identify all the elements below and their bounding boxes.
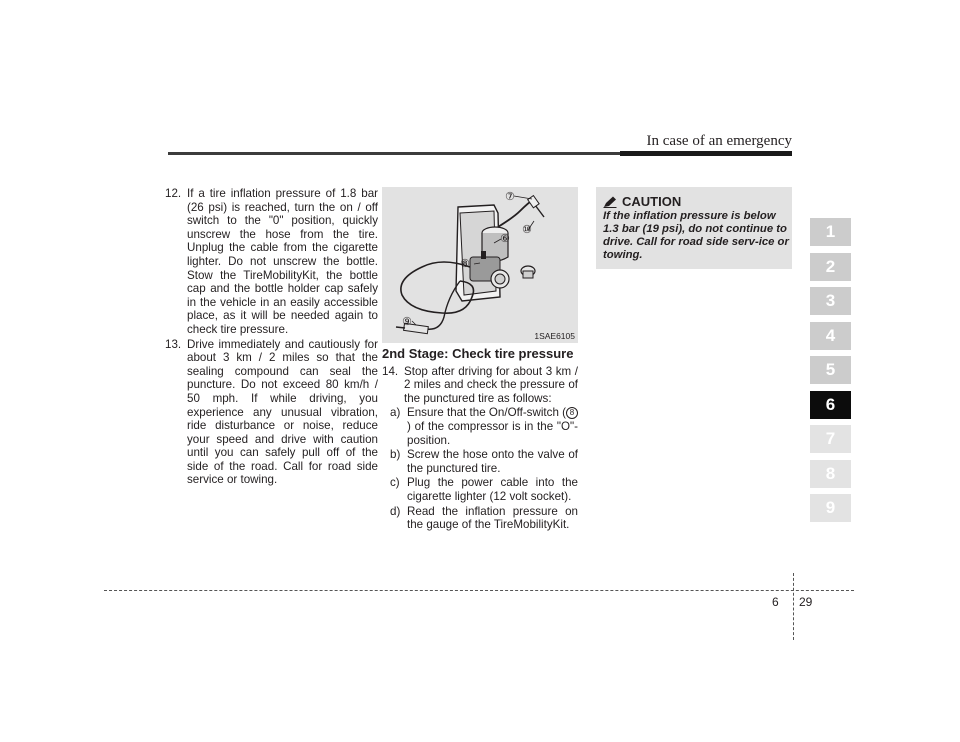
sub-letter: a) xyxy=(390,406,401,420)
chapter-tab-3[interactable]: 3 xyxy=(810,287,851,315)
footer-vertical-divider xyxy=(793,573,794,640)
chapter-tab-6[interactable]: 6 xyxy=(810,391,851,419)
sub-letter: d) xyxy=(390,504,401,518)
sub-text: Plug the power cable into the cigarette lighter (12 volt socket). xyxy=(407,476,578,503)
item-text: Drive immediately and cautiously for about 3 km / 2 miles so that the sealing compound can seal the puncture. Do not exceed 80 km/h / 50 mph. If while driving, you experience any unusual vibration, ride disturbance or noise, reduce your speed and drive with caution until you can safely pull off of the side of the road. Call for road side service or towing. xyxy=(187,337,378,487)
sub-item-d xyxy=(382,505,578,532)
callout-9: ⑨ xyxy=(402,315,412,328)
chapter-tab-9[interactable]: 9 xyxy=(810,494,851,522)
callout-6: ⑥ xyxy=(500,232,510,245)
figure-caption: 1SAE6105 xyxy=(534,331,575,341)
section-heading: 2nd Stage: Check tire pressure xyxy=(382,346,574,361)
caution-title: CAUTION xyxy=(622,194,682,209)
callout-8: ⑧ xyxy=(460,257,470,270)
left-column xyxy=(165,187,378,488)
chapter-tab-2[interactable]: 2 xyxy=(810,253,851,281)
tire-kit-illustration xyxy=(382,187,578,343)
chapter-tab-1[interactable]: 1 xyxy=(810,218,851,246)
callout-10: ⑩ xyxy=(522,223,532,236)
chapter-tabs xyxy=(810,218,851,529)
sub-letter: b) xyxy=(390,448,401,462)
header-rule-accent xyxy=(620,151,792,156)
sub-item-a xyxy=(382,406,578,447)
chapter-tab-8[interactable]: 8 xyxy=(810,460,851,488)
sub-text-pre: Ensure that the On/Off-switch ( xyxy=(407,406,566,420)
sub-text: Screw the hose onto the valve of the punctured tire. xyxy=(407,448,578,475)
list-item-12 xyxy=(165,187,378,337)
sub-text: Read the inflation pressure on the gauge of the TireMobilityKit. xyxy=(407,504,578,532)
chapter-tab-5[interactable]: 5 xyxy=(810,356,851,384)
sub-item-b xyxy=(382,448,578,475)
caution-text: If the inflation pressure is below 1.3 bar (19 psi), do not continue to drive. Call for road side serv-ice or towing. xyxy=(603,210,789,261)
chapter-tab-7[interactable]: 7 xyxy=(810,425,851,453)
item-number: 12. xyxy=(165,187,182,200)
reference-8-marker: 8 xyxy=(566,407,578,419)
list-item-13 xyxy=(165,338,378,488)
caution-pencil-icon xyxy=(603,196,617,208)
item-text: If a tire inflation pressure of 1.8 bar (26 psi) is reached, turn the on / off switch to the "0" position, quickly unscrew the hose from the tire. Unplug the cable from the cigarette lighter. Do not unscrew the bottle. Stow the TireMobilityKit, the bottle cap and the bottle holder cap safely in the vehicle in an easily accessible place, as it will be needed again to check tire pressure. xyxy=(187,187,378,336)
item-number: 13. xyxy=(165,337,182,351)
item-number: 14. xyxy=(382,364,399,378)
footer-divider xyxy=(104,590,854,591)
item-text: Stop after driving for about 3 km / 2 miles and check the pressure of the punctured tire as follows: xyxy=(404,364,578,405)
tire-mobility-kit-figure xyxy=(382,187,578,343)
header-title: In case of an emergency xyxy=(646,133,792,149)
page-chapter: 6 xyxy=(772,595,779,609)
callout-7: ⑦ xyxy=(505,190,515,203)
chapter-tab-4[interactable]: 4 xyxy=(810,322,851,350)
caution-box xyxy=(596,187,792,269)
sub-text-post: ) of the compressor is in the "O"-position. xyxy=(407,419,578,447)
sub-letter: c) xyxy=(390,476,400,490)
page-number: 29 xyxy=(799,595,813,609)
sub-item-c xyxy=(382,476,578,503)
list-item-14 xyxy=(382,365,578,406)
middle-column xyxy=(382,347,578,533)
